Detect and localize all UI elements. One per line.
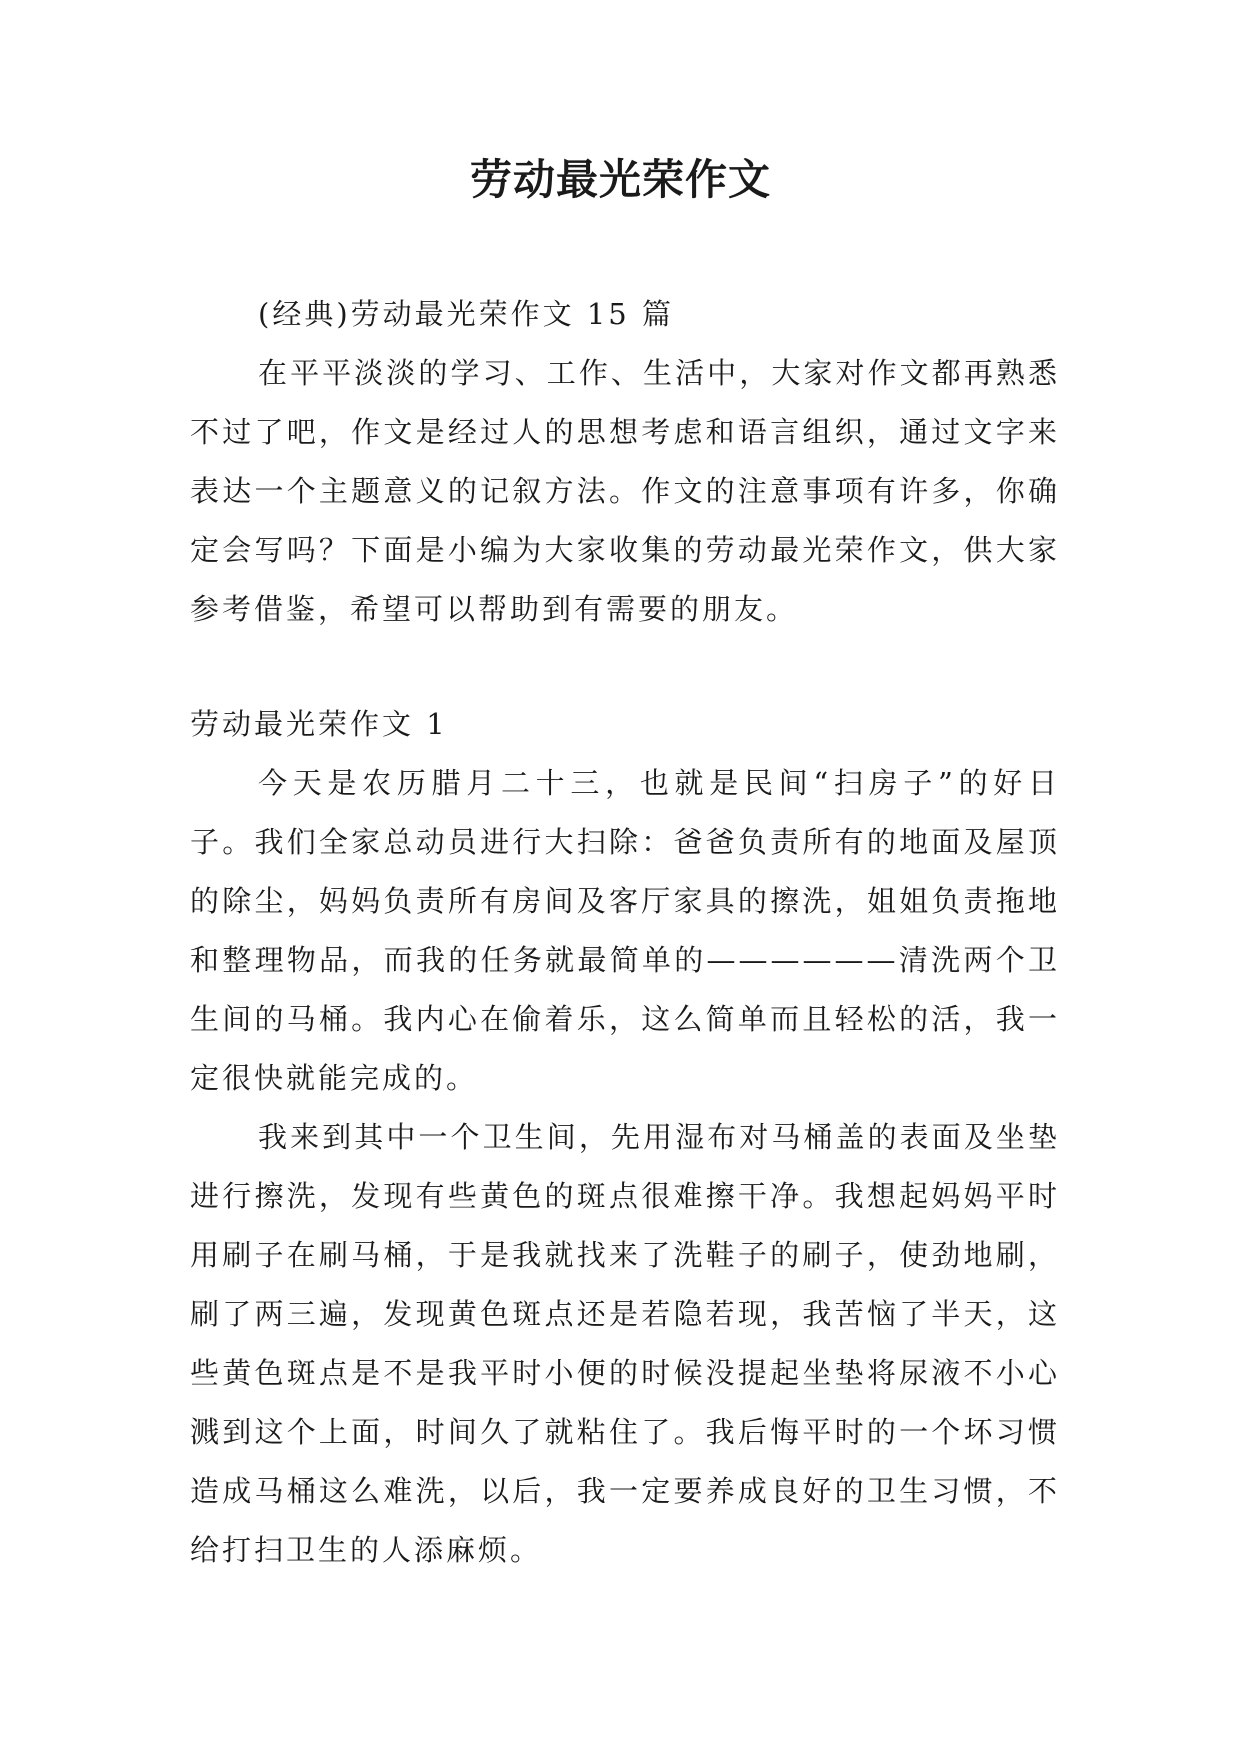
section-paragraph: 今天是农历腊月二十三，也就是民间“扫房子”的好日子。我们全家总动员进行大扫除：爸爸负责所有的地面及屋顶的除尘，妈妈负责所有房间及客厅家具的擦洗，姐姐负责拖地和整理物品，而我的任务就最简单的——————清洗两个卫生间的马桶。我内心在偷着乐，这么简单而且轻松的活，我一定很快就能完成的。: [190, 766, 1060, 1095]
section-paragraph: 我来到其中一个卫生间，先用湿布对马桶盖的表面及坐垫进行擦洗，发现有些黄色的斑点很难擦干净。我想起妈妈平时用刷子在刷马桶，于是我就找来了洗鞋子的刷子，使劲地刷，刷了两三遍，发现黄色斑点还是若隐若现，我苦恼了半天，这些黄色斑点是不是我平时小便的时候没提起坐垫将尿液不小心溅到这个上面，时间久了就粘住了。我后悔平时的一个坏习惯造成马桶这么难洗，以后，我一定要养成良好的卫生习惯，不给打扫卫生的人添麻烦。: [190, 1120, 1060, 1567]
section-heading: 劳动最光荣作文 1: [190, 707, 448, 741]
intro-paragraph: 在平平淡淡的学习、工作、生活中，大家对作文都再熟悉不过了吧，作文是经过人的思想考虑和语言组织，通过文字来表达一个主题意义的记叙方法。作文的注意事项有许多，你确定会写吗？下面是小编为大家收集的劳动最光荣作文，供大家参考借鉴，希望可以帮助到有需要的朋友。: [190, 356, 1060, 626]
document-title: 劳动最光荣作文: [469, 155, 771, 204]
document-subtitle: (经典)劳动最光荣作文 15 篇: [258, 297, 674, 331]
